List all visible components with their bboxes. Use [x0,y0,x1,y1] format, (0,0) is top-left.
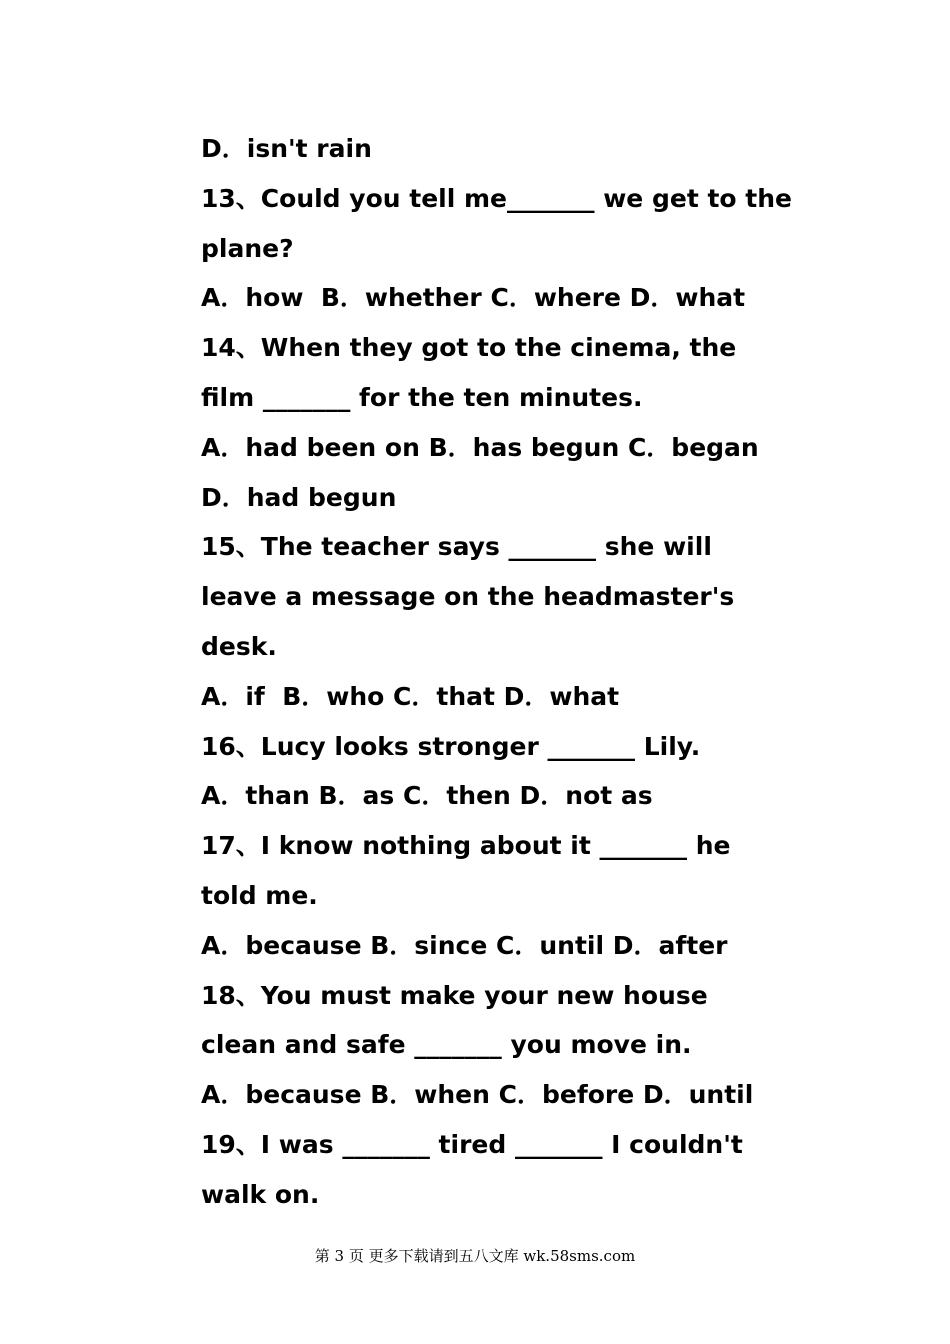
question-14-options-line-1: A．had been on B．has begun C．began [201,432,759,462]
question-18-options: A．because B．when C．before D．until [201,1080,754,1110]
question-18-line-1: 18、You must make your new house [201,980,708,1010]
question-19-line-1: 19、I was _______ tired _______ I couldn't [201,1129,743,1159]
question-17-line-2: told me. [201,880,318,910]
question-13-options: A．how B．whether C．where D．what [201,283,746,313]
question-16-options: A．than B．as C．then D．not as [201,781,653,811]
question-14-line-1: 14、When they got to the cinema, the [201,333,737,363]
question-14-options-line-2: D．had begun [201,482,397,512]
question-15-options: A．if B．who C．that D．what [201,681,620,711]
question-text-block [201,124,821,1220]
text-line-option-d-prev: D．isn't rain [201,134,372,163]
page-footer: 第 3 页 更多下载请到五八文库 wk.58sms.com [314,1247,636,1265]
question-14-line-2: film _______ for the ten minutes. [201,382,643,412]
question-13-line-1: 13、Could you tell me_______ we get to the [201,183,793,213]
question-17-options: A．because B．since C．until D．after [201,930,728,960]
question-15-line-1: 15、The teacher says _______ she will [201,532,712,562]
question-15-line-3: desk. [201,631,277,661]
question-13-line-2: plane? [201,233,294,263]
question-18-line-2: clean and safe _______ you move in. [201,1030,692,1060]
question-19-line-2: walk on. [201,1179,320,1209]
question-16-line-1: 16、Lucy looks stronger _______ Lily. [201,731,701,761]
question-15-line-2: leave a message on the headmaster's [201,582,735,612]
question-17-line-1: 17、I know nothing about it _______ he [201,831,731,861]
